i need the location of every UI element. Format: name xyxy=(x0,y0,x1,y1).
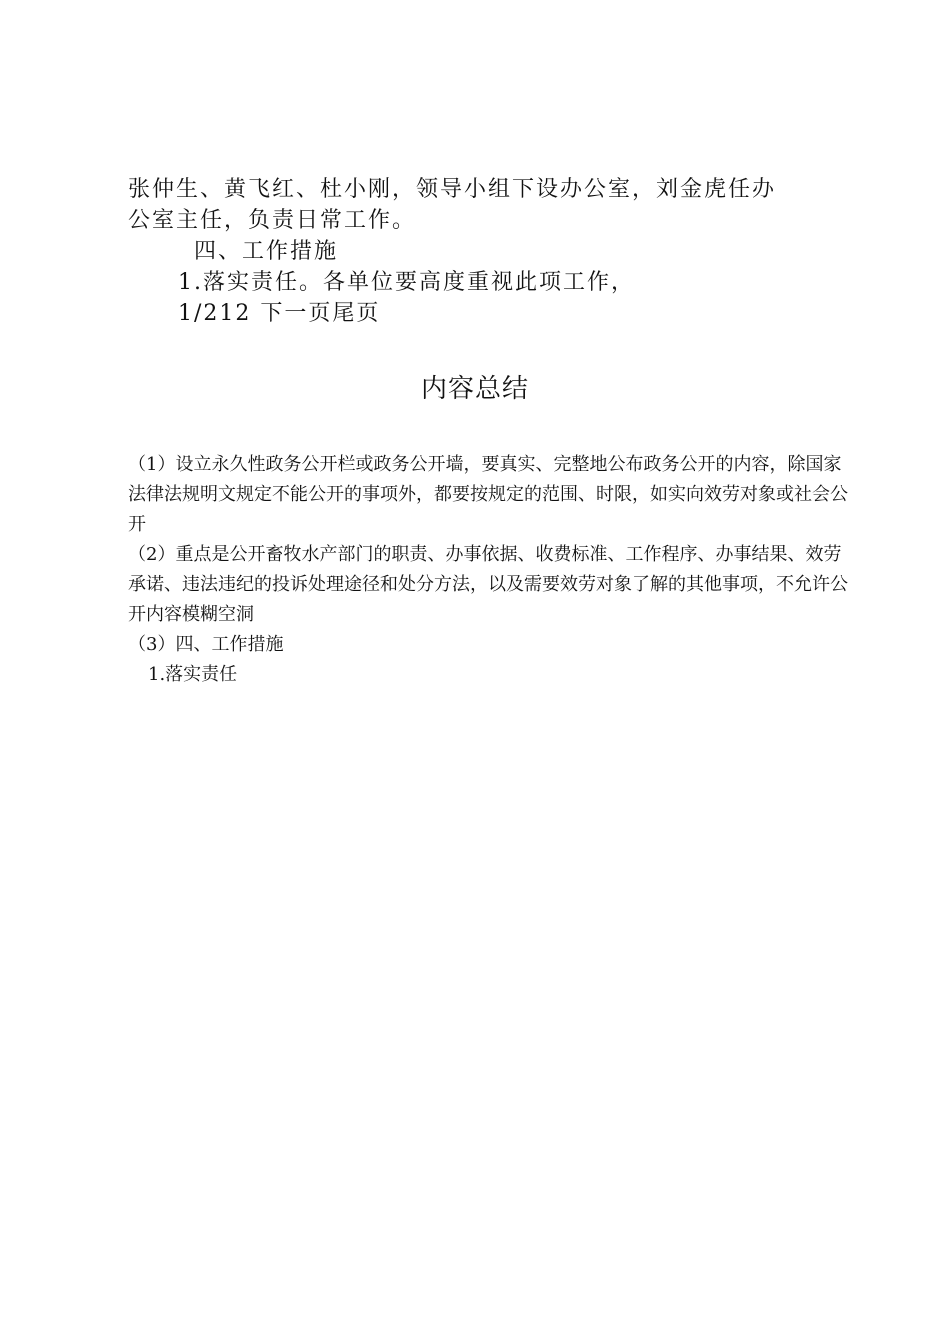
measure-line: 1.落实责任。各单位要高度重视此项工作， xyxy=(178,270,635,295)
document-body xyxy=(128,174,848,329)
summary-item: （1）设立永久性政务公开栏或政务公开墙，要真实、完整地公布政务公开的内容，除国家法律法规明文规定不能公开的事项外，都要按规定的范围、时限，如实向效劳对象或社会公开 xyxy=(128,454,848,535)
section-heading: 四、工作措施 xyxy=(194,239,339,264)
pager-text: 1/212 下一页尾页 xyxy=(178,301,381,326)
summary-item: （3）四、工作措施 xyxy=(128,634,284,655)
summary-list xyxy=(128,450,848,690)
summary-item: （2）重点是公开畜牧水产部门的职责、办事依据、收费标准、工作程序、办事结果、效劳承诺、违法违纪的投诉处理途径和处分方法，以及需要效劳对象了解的其他事项，不允许公开内容模糊空洞 xyxy=(128,544,848,625)
summary-title: 内容总结 xyxy=(420,374,529,404)
summary-sub-item: 1.落实责任 xyxy=(148,664,238,685)
body-line: 张仲生、黄飞红、杜小刚，领导小组下设办公室，刘金虎任办 xyxy=(128,177,777,202)
body-line: 公室主任，负责日常工作。 xyxy=(128,208,417,233)
